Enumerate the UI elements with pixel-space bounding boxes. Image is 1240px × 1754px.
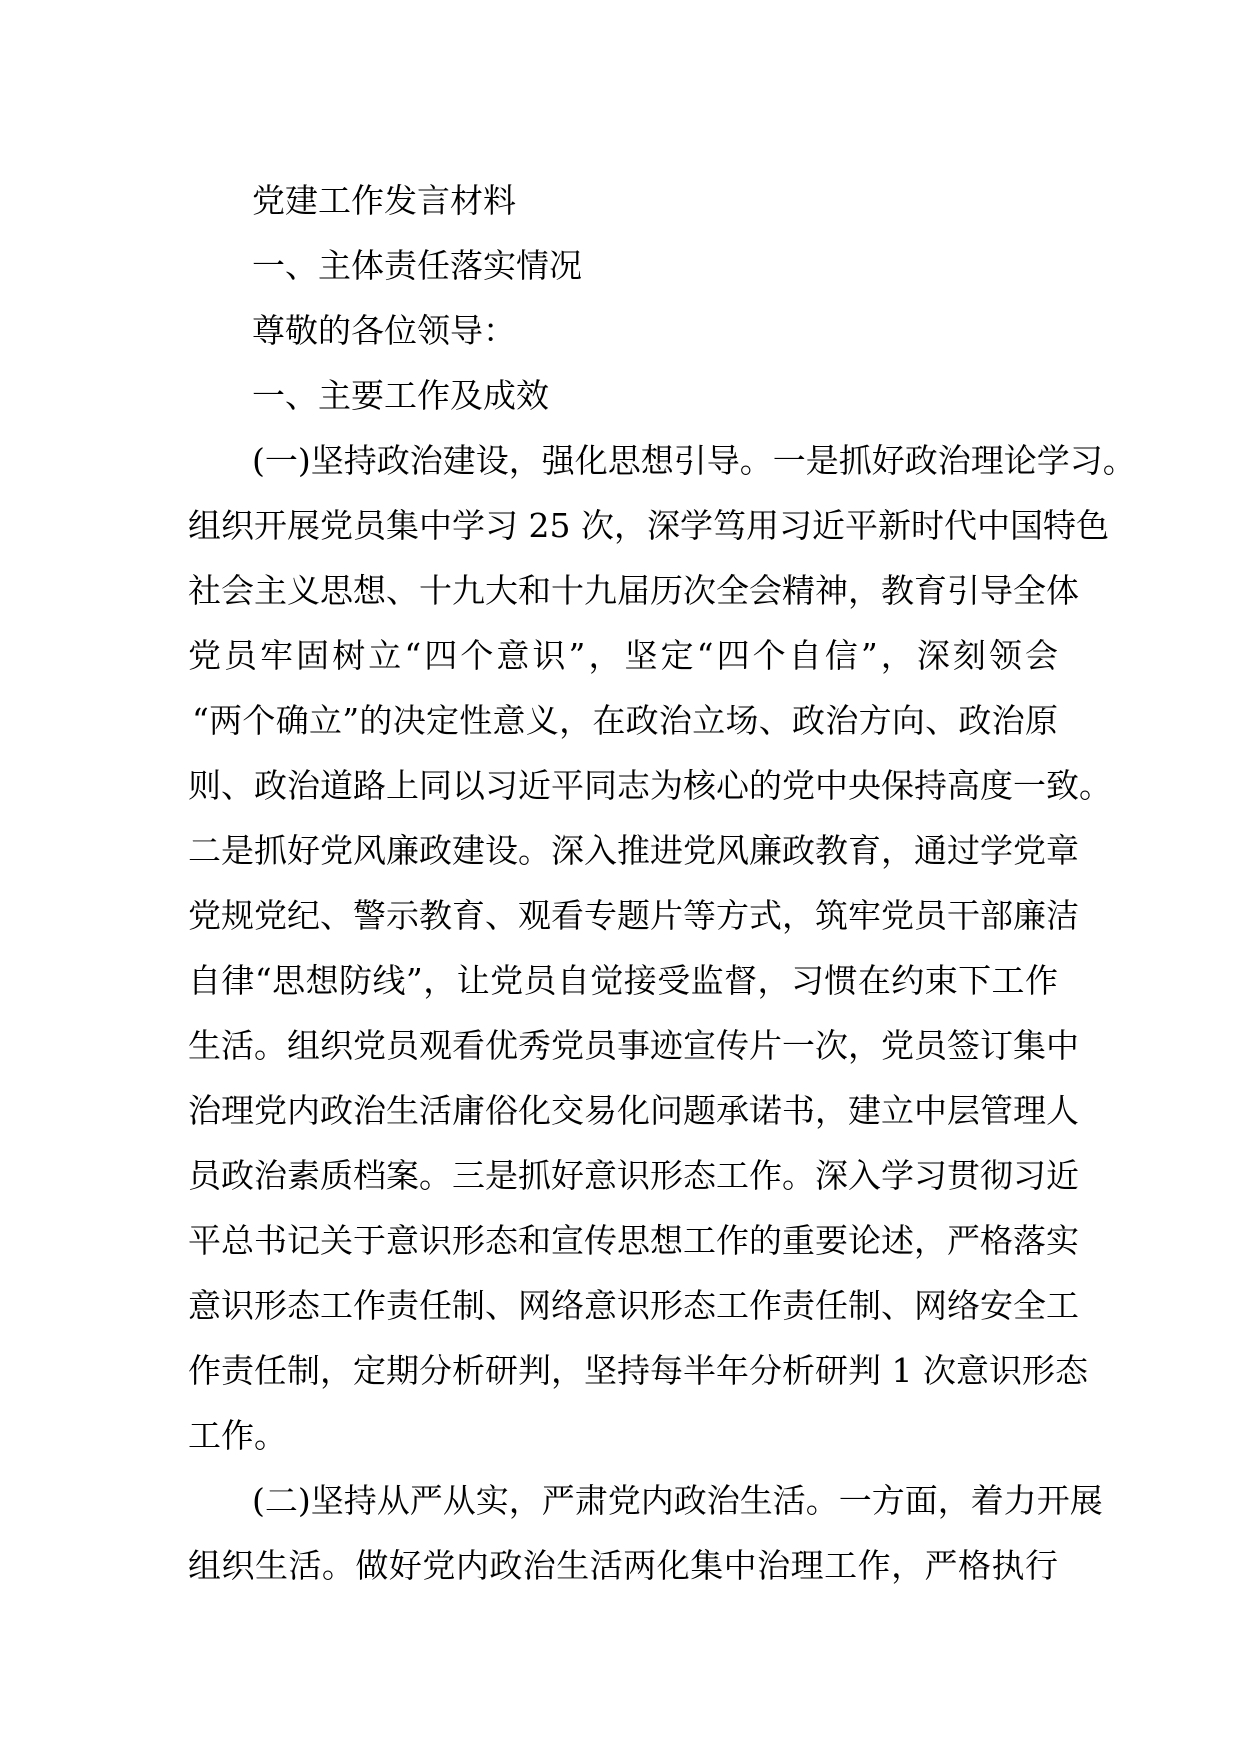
paragraph-line: 作责任制，定期分析研判，坚持每半年分析研判 1 次意识形态 [188, 1351, 1088, 1390]
paragraph-line: 意识形态工作责任制、网络意识形态工作责任制、网络安全工 [188, 1286, 1079, 1325]
paragraph-line: 社会主义思想、十九大和十九届历次全会精神，教育引导全体 [188, 571, 1079, 610]
paragraph-line: 平总书记关于意识形态和宣传思想工作的重要论述，严格落实 [188, 1221, 1079, 1260]
paragraph-line: 党规党纪、警示教育、观看专题片等方式，筑牢党员干部廉洁 [188, 896, 1079, 935]
paragraph-line: 组织生活。做好党内政治生活两化集中治理工作，严格执行 [188, 1546, 1058, 1585]
paragraph-line: 自律“思想防线”，让党员自觉接受监督，习惯在约束下工作 [188, 961, 1058, 1000]
paragraph-line: 党员牢固树立“四个意识”，坚定“四个自信”，深刻领会 [188, 636, 1058, 675]
paragraph-line: 生活。组织党员观看优秀党员事迹宣传片一次，党员签订集中 [188, 1026, 1079, 1065]
paragraph-line: 工作。 [188, 1416, 287, 1455]
paragraph-line: 员政治素质档案。三是抓好意识形态工作。深入学习贯彻习近 [188, 1156, 1079, 1195]
document-title: 党建工作发言材料 [252, 181, 516, 220]
paragraph-line: (二)坚持从严从实，严肃党内政治生活。一方面，着力开展 [252, 1481, 1103, 1520]
section-heading: 一、主体责任落实情况 [252, 246, 582, 285]
paragraph-line: 治理党内政治生活庸俗化交易化问题承诺书，建立中层管理人 [188, 1091, 1079, 1130]
paragraph-line: 则、政治道路上同以习近平同志为核心的党中央保持高度一致。 [188, 766, 1112, 805]
paragraph-line: 组织开展党员集中学习 25 次，深学笃用习近平新时代中国特色 [188, 506, 1109, 545]
section-heading: 一、主要工作及成效 [252, 376, 549, 415]
salutation: 尊敬的各位领导： [252, 311, 516, 350]
paragraph-line: (一)坚持政治建设，强化思想引导。一是抓好政治理论学习。 [252, 441, 1136, 480]
paragraph-line: 二是抓好党风廉政建设。深入推进党风廉政教育，通过学党章 [188, 831, 1079, 870]
document-page [188, 168, 1136, 1598]
paragraph-line: “两个确立”的决定性意义，在政治立场、政治方向、政治原 [192, 701, 1058, 740]
